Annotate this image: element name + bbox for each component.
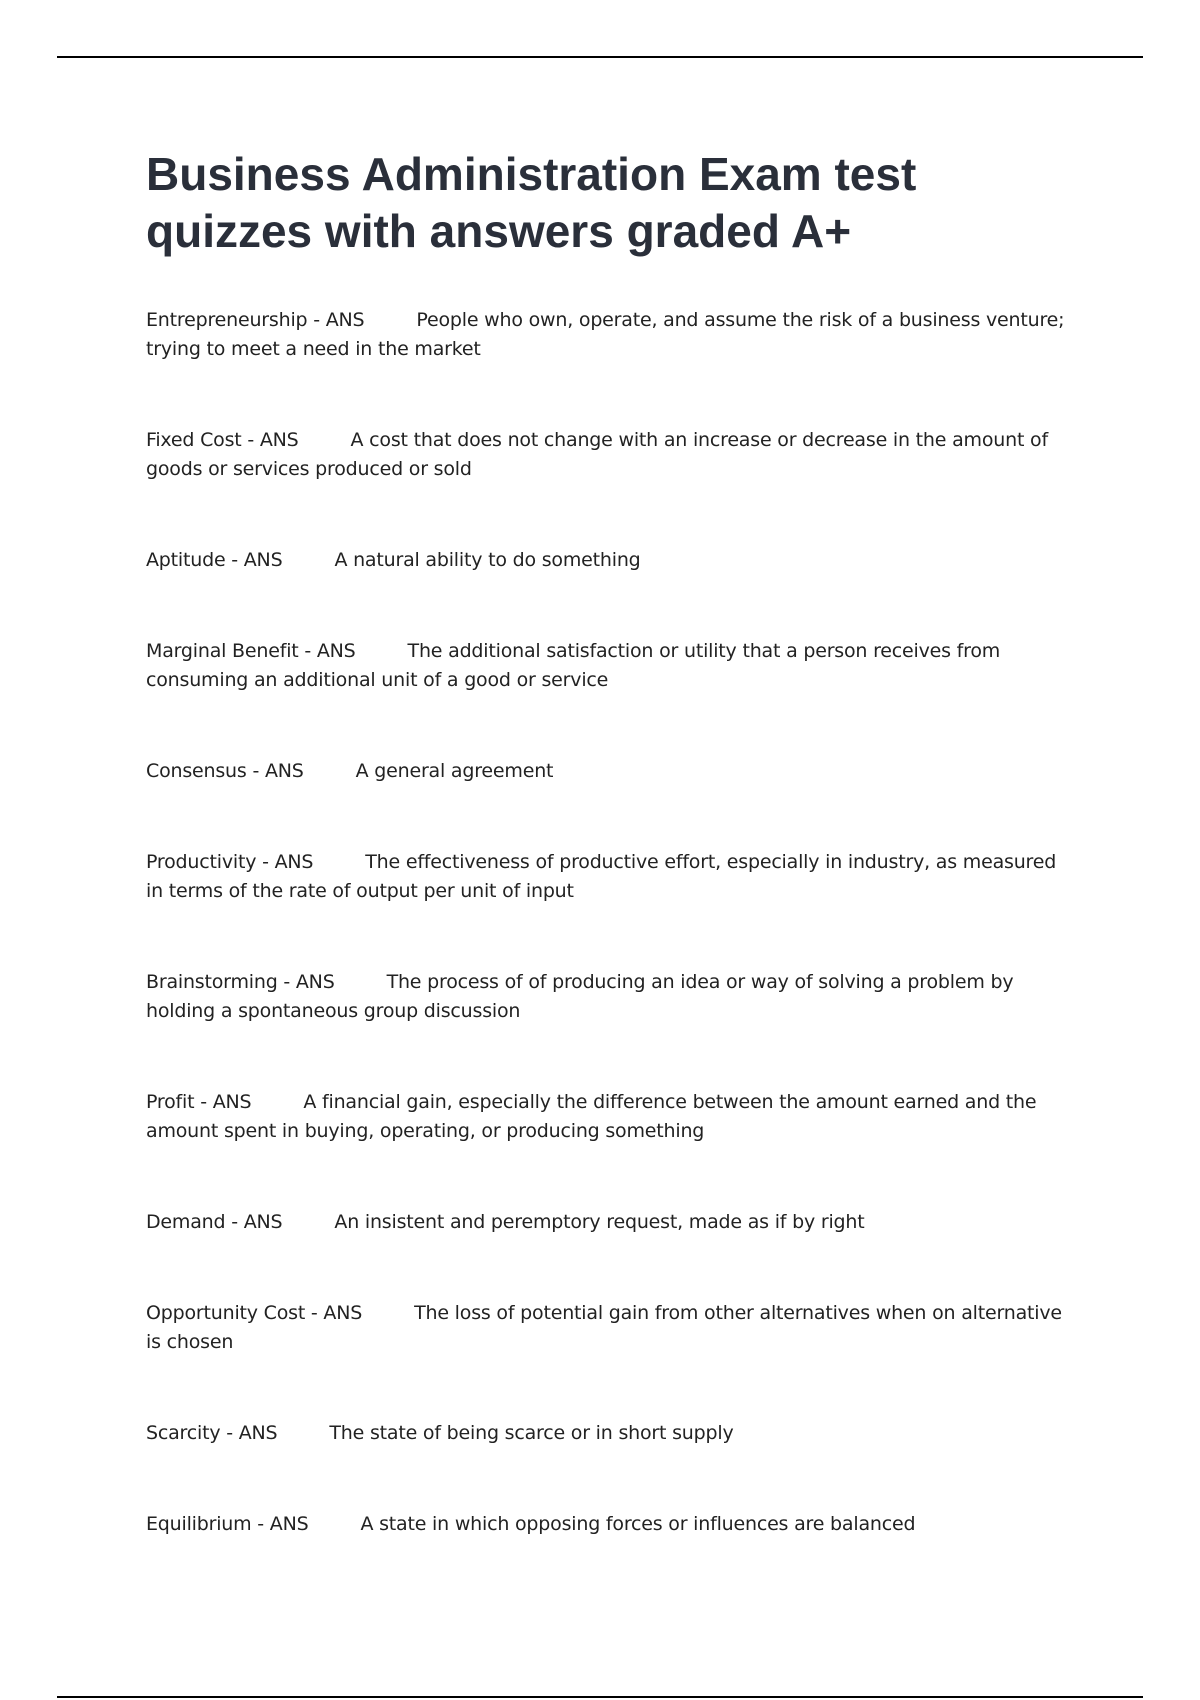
definition: A state in which opposing forces or influences are balanced [360, 1513, 916, 1535]
definition: The process of of producing an idea or way of solving a problem by holding a spontaneous group discussion [146, 971, 1014, 1022]
term: Scarcity - ANS [146, 1422, 278, 1444]
term: Opportunity Cost - ANS [146, 1302, 363, 1324]
definition: The additional satisfaction or utility that a person receives from consuming an additional unit of a good or service [146, 640, 1001, 691]
term: Brainstorming - ANS [146, 971, 335, 993]
qa-item-opportunity-cost [146, 1299, 1076, 1357]
qa-item-equilibrium [146, 1510, 1076, 1539]
definition: People who own, operate, and assume the risk of a business venture; trying to meet a need in the market [146, 309, 1065, 360]
term: Entrepreneurship - ANS [146, 309, 365, 331]
qa-item-entrepreneurship [146, 306, 1076, 364]
qa-item-aptitude [146, 546, 1076, 575]
document-title: Business Administration Exam test quizzes with answers graded A+ [146, 148, 917, 257]
definition: A natural ability to do something [334, 549, 641, 571]
term: Fixed Cost - ANS [146, 429, 299, 451]
qa-item-scarcity [146, 1419, 1076, 1448]
term: Productivity - ANS [146, 851, 314, 873]
term: Equilibrium - ANS [146, 1513, 309, 1535]
definition: An insistent and peremptory request, made as if by right [334, 1211, 865, 1233]
qa-list [146, 306, 1076, 1539]
bottom-rule [57, 1696, 1143, 1698]
definition: The effectiveness of productive effort, especially in industry, as measured in terms of the rate of output per unit of input [146, 851, 1057, 902]
term: Profit - ANS [146, 1091, 252, 1113]
term: Aptitude - ANS [146, 549, 283, 571]
definition: The loss of potential gain from other alternatives when on alternative is chosen [146, 1302, 1062, 1353]
definition: A financial gain, especially the difference between the amount earned and the amount spent in buying, operating, or producing something [146, 1091, 1037, 1142]
definition: A cost that does not change with an increase or decrease in the amount of goods or services produced or sold [146, 429, 1048, 480]
top-rule [57, 56, 1143, 58]
qa-item-fixed-cost [146, 426, 1076, 484]
document-body [146, 146, 1076, 1601]
qa-item-brainstorming [146, 968, 1076, 1026]
term: Demand - ANS [146, 1211, 283, 1233]
definition: A general agreement [355, 760, 554, 782]
qa-item-productivity [146, 848, 1076, 906]
qa-item-demand [146, 1208, 1076, 1237]
qa-item-consensus [146, 757, 1076, 786]
definition: The state of being scarce or in short supply [329, 1422, 734, 1444]
qa-item-profit [146, 1088, 1076, 1146]
qa-item-marginal-benefit [146, 637, 1076, 695]
term: Marginal Benefit - ANS [146, 640, 356, 662]
term: Consensus - ANS [146, 760, 304, 782]
